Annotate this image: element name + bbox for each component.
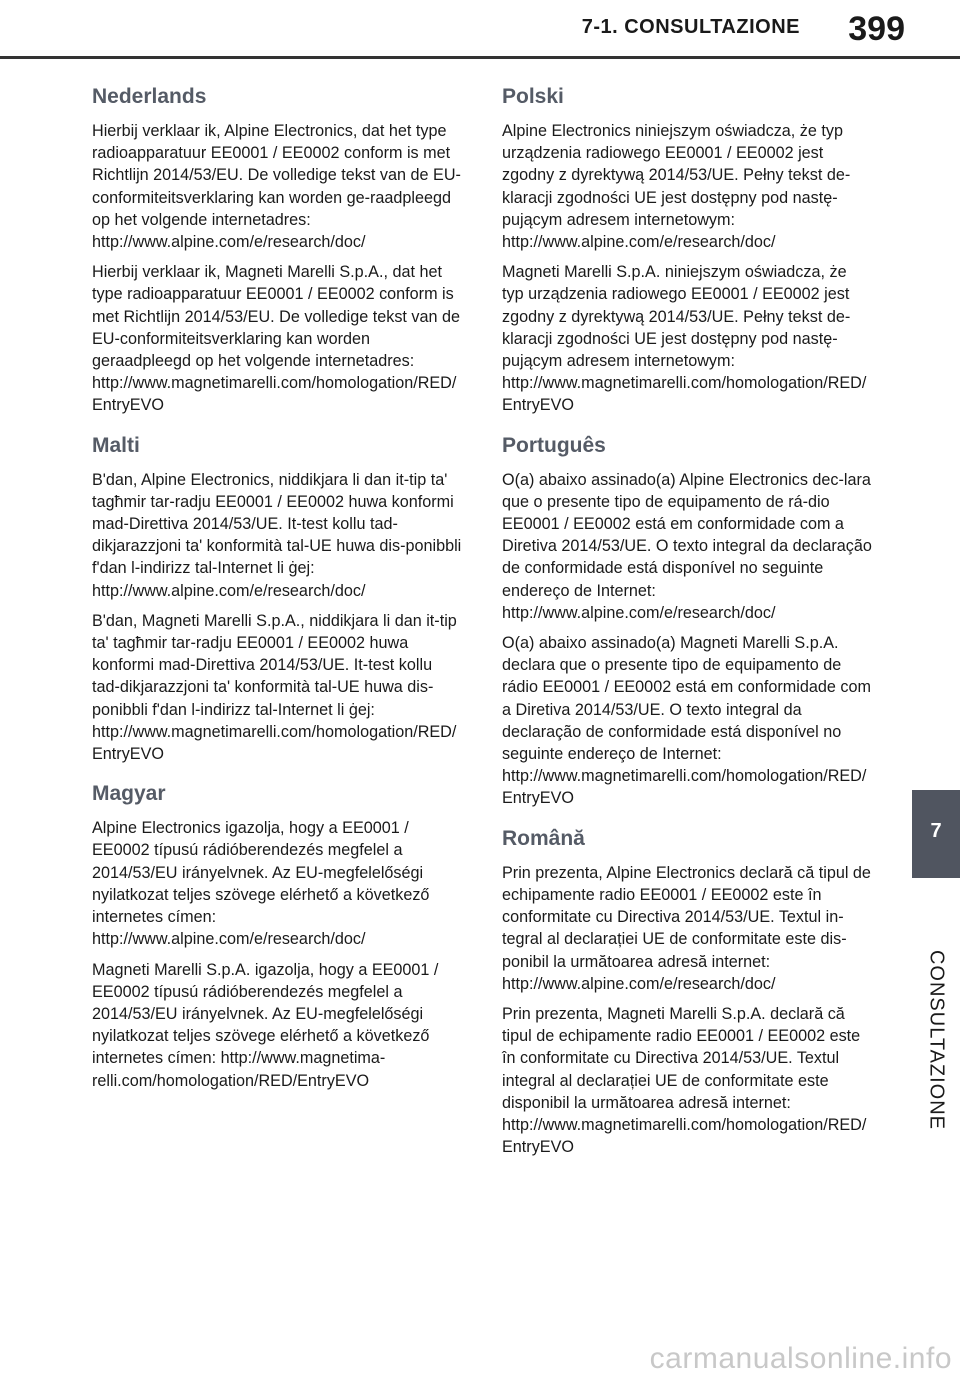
chapter-side-label: CONSULTAZIONE — [925, 949, 948, 1131]
section-title: Malti — [92, 433, 140, 457]
paragraph: Prin prezenta, Magneti Marelli S.p.A. declară că tipul de echipamente radio EE0001 / EE0002 este în conformitate cu Directiva 2014/53/UE. Textul integral al declarației UE de conformitate este disponibil la următoarea adresă internet: http://www.magnetimarelli.com/homologation/RED/EntryEVO — [502, 1004, 867, 1157]
page-number: 399 — [848, 10, 905, 48]
section-title: Polski — [502, 85, 564, 108]
paragraph: Magneti Marelli S.p.A. niniejszym oświadcza, że typ urządzenia radiowego EE0001 / EE0002 jest zgodny z dyrektywą 2014/53/UE. Pełny tekst de-klaracji zgodności UE jest dostępny pod nastę-pującym adresem internetowym: http://www.magnetimarelli.com/homologation/RED/EntryEVO — [502, 263, 867, 415]
paragraph: Alpine Electronics igazolja, hogy a EE0001 / EE0002 típusú rádióberendezés megfelel a 2014/53/EU irányelvnek. Az EU-megfelelőségi nyilatkozat teljes szövege elérhető a következő internetes címen: http://www.alpine.com/e/research/doc/ — [92, 819, 430, 949]
paragraph: B'dan, Alpine Electronics, niddikjara li dan it-tip ta' tagħmir tar-radju EE0001 / EE0002 huwa konformi mad-Direttiva 2014/53/UE. It-test kollu tad-dikjarazzjoni ta' konformità tal-UE huwa dis-ponibbli f'dan l-indirizz tal-Internet li ġej: http://www.alpine.com/e/research/doc/ — [92, 470, 462, 600]
section-malti — [92, 431, 462, 766]
page-header — [0, 0, 960, 62]
paragraph: B'dan, Magneti Marelli S.p.A., niddikjara li dan it-tip ta' tagħmir tar-radju EE0001 / EE0002 huwa konformi mad-Direttiva 2014/53/UE. It-test kollu tad-dikjarazzjoni ta' konformità tal-UE huwa dis-ponibbli f'dan l-indirizz tal-Internet li ġej: http://www.magnetimarelli.com/homologation/RED/EntryEVO — [92, 611, 457, 764]
section-portugues — [502, 431, 872, 810]
section-nederlands — [92, 82, 462, 417]
section-title: Nederlands — [92, 85, 207, 108]
paragraph: Hierbij verklaar ik, Alpine Electronics, dat het type radioapparatuur EE0001 / EE0002 conform is met Richtlijn 2014/53/EU. De volledige tekst van de EU-conformiteitsverklaring kan worden ge-raadpleegd op het volgende internetadres: http://www.alpine.com/e/research/doc/ — [92, 122, 461, 252]
left-column — [92, 82, 462, 1106]
chapter-tab-number: 7 — [930, 820, 942, 842]
section-title: Português — [502, 433, 606, 457]
section-magyar — [92, 779, 462, 1091]
right-column — [502, 82, 872, 1172]
header-rule — [0, 56, 960, 59]
section-title: Română — [502, 826, 585, 850]
paragraph: O(a) abaixo assinado(a) Alpine Electronics dec-lara que o presente tipo de equipamento de rá-dio EE0001 / EE0002 está em conformidade com a Diretiva 2014/53/UE. O texto integral da declaração de conformidade está disponível no seguinte endereço de Internet: http://www.alpine.com/e/research/doc/ — [502, 470, 872, 622]
paragraph: Alpine Electronics niniejszym oświadcza, że typ urządzenia radiowego EE0001 / EE0002 jest zgodny z dyrektywą 2014/53/UE. Pełny tekst de-klaracji zgodności UE jest dostępny pod nastę-pującym adresem internetowym: http://www.alpine.com/e/research/doc/ — [502, 122, 851, 252]
section-romana — [502, 824, 872, 1159]
chapter-title: 7-1. CONSULTAZIONE — [581, 16, 800, 38]
paragraph: O(a) abaixo assinado(a) Magneti Marelli S.p.A. declara que o presente tipo de equipamento de rádio EE0001 / EE0002 está em conformidade com a Diretiva 2014/53/UE. O texto integral da declaração de conformidade está disponível no seguinte endereço de Internet: http://www.magnetimarelli.com/homologation/RED/EntryEVO — [502, 634, 871, 808]
paragraph: Hierbij verklaar ik, Magneti Marelli S.p.A., dat het type radioapparatuur EE0001 / EE0002 conform is met Richtlijn 2014/53/EU. De volledige tekst van de EU-conformiteitsverklaring kan worden geraadpleegd op het volgende internetadres: http://www.magnetimarelli.com/homologation/RED/EntryEVO — [92, 263, 461, 415]
section-polski — [502, 82, 872, 417]
chapter-tab — [912, 790, 960, 878]
section-title: Magyar — [92, 782, 166, 806]
paragraph: Magneti Marelli S.p.A. igazolja, hogy a EE0001 / EE0002 típusú rádióberendezés megfelel a 2014/53/EU irányelvnek. Az EU-megfelelőségi nyilatkozat teljes szövege elérhető a következő internetes címen: http://www.magnetima-relli.com/homologation/RED/EntryEVO — [92, 960, 439, 1090]
paragraph: Prin prezenta, Alpine Electronics declară că tipul de echipamente radio EE0001 / EE0002 este în conformitate cu Directiva 2014/53/UE. Textul in-tegral al declarației UE de conformitate este dis-ponibil la următoarea adresă internet: http://www.alpine.com/e/research/doc/ — [502, 863, 871, 993]
watermark: carmanualsonline.info — [649, 1342, 952, 1375]
